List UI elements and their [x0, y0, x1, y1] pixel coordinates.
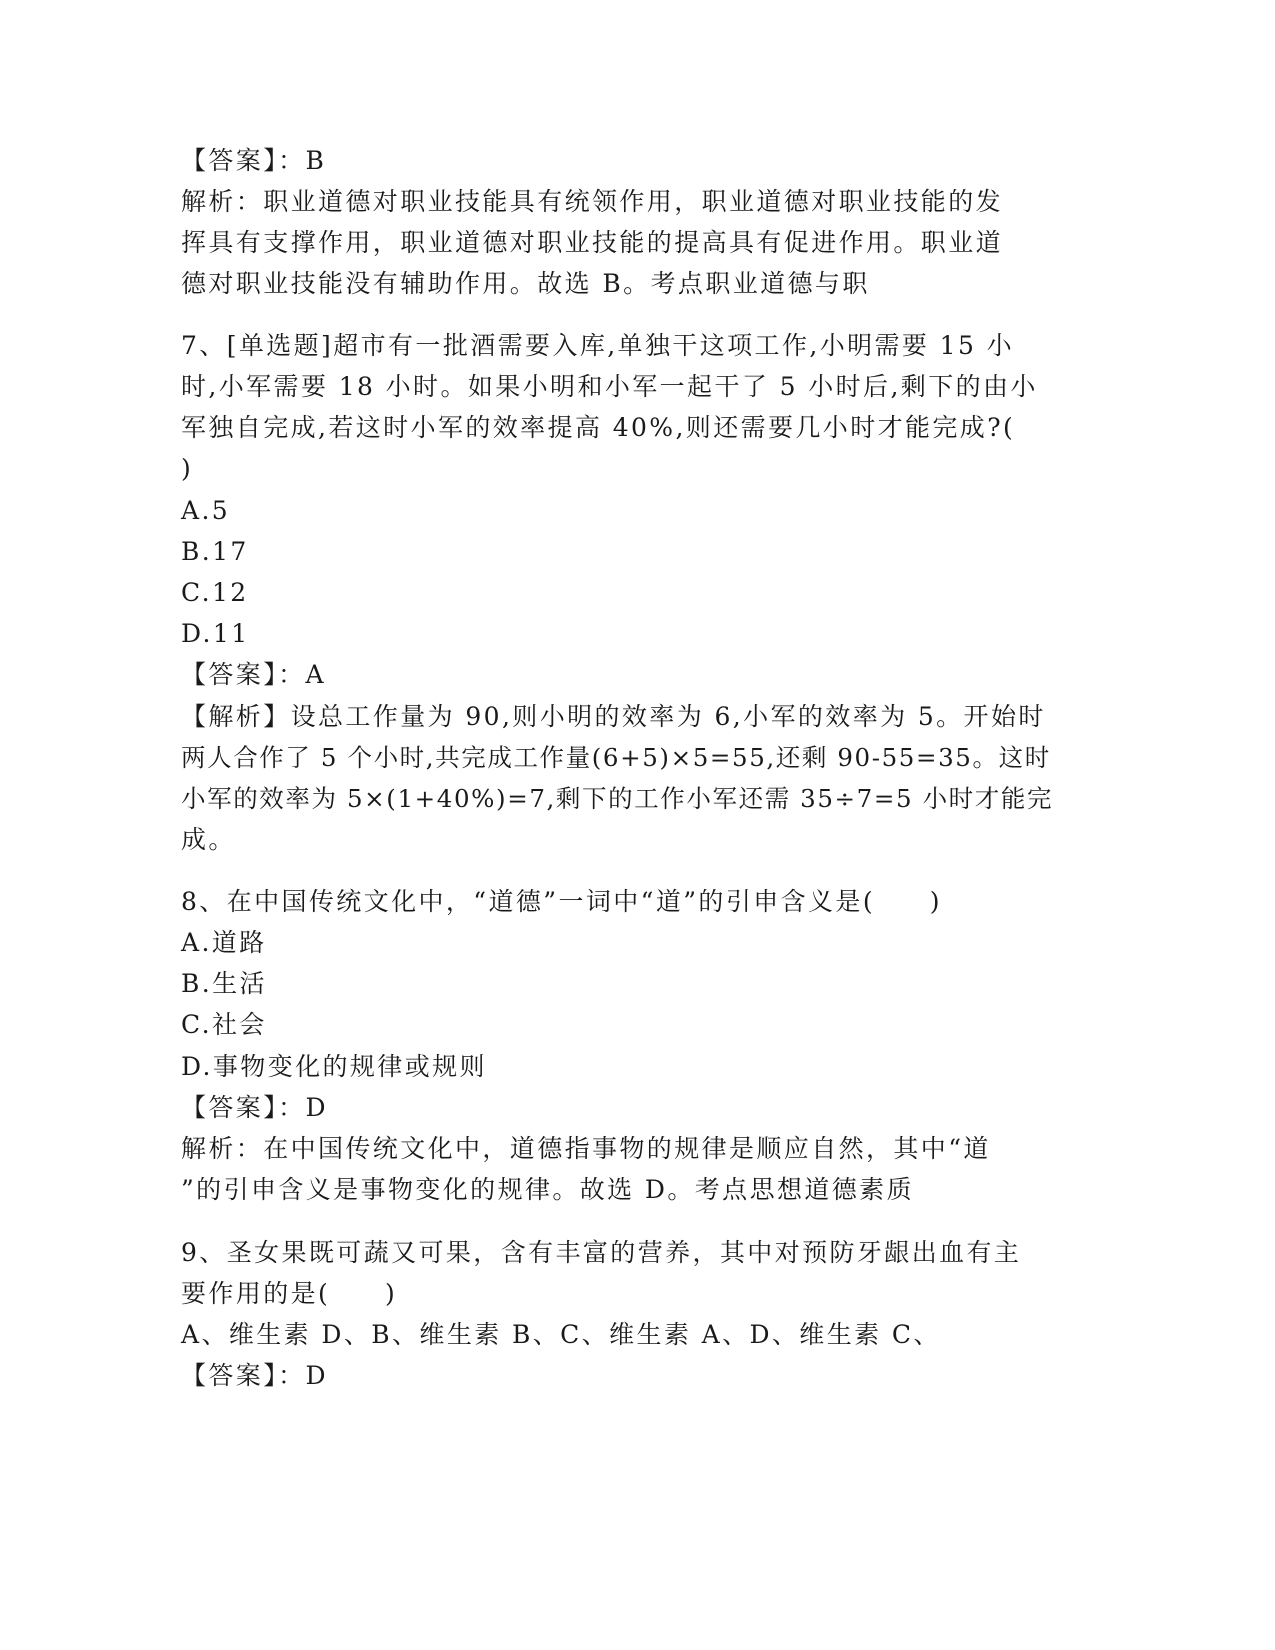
q8-stem: 8、在中国传统文化中，“道德”一词中“道”的引申含义是( ) — [181, 887, 942, 916]
q7-analysis-line-2: 两人合作了 5 个小时,共完成工作量(6+5)×5=55,还剩 90-55=35。这时 — [181, 743, 1051, 772]
q8-option-b: B.生活 — [181, 969, 267, 998]
q9-options: A、维生素 D、B、维生素 B、C、维生素 A、D、维生素 C、 — [181, 1320, 941, 1349]
q8-analysis-line-2: ”的引申含义是事物变化的规律。故选 D。考点思想道德素质 — [181, 1175, 914, 1204]
q7-option-a: A.5 — [181, 496, 231, 525]
q8-analysis-line-1: 解析：在中国传统文化中，道德指事物的规律是顺应自然，其中“道 — [181, 1134, 991, 1163]
q7-option-c: C.12 — [181, 578, 249, 607]
q8-answer: 【答案】：D — [181, 1093, 328, 1122]
q8-option-d: D.事物变化的规律或规则 — [181, 1052, 487, 1081]
q8-option-a: A.道路 — [181, 928, 267, 957]
q8-option-c: C.社会 — [181, 1010, 267, 1039]
q6-analysis-line-1: 解析：职业道德对职业技能具有统领作用，职业道德对职业技能的发 — [181, 187, 1004, 216]
q7-analysis-line-3: 小军的效率为 5×(1+40%)=7,剩下的工作小军还需 35÷7=5 小时才能完 — [181, 784, 1054, 813]
q7-stem-line-4: ) — [181, 454, 194, 483]
q9-stem-line-1: 9、圣女果既可蔬又可果，含有丰富的营养，其中对预防牙龈出血有主 — [181, 1238, 1022, 1267]
q9-stem-line-2: 要作用的是( ) — [181, 1279, 398, 1308]
q9-answer: 【答案】：D — [181, 1361, 328, 1390]
q7-analysis-line-1: 【解析】设总工作量为 90,则小明的效率为 6,小军的效率为 5。开始时 — [181, 702, 1046, 731]
q6-analysis-line-2: 挥具有支撑作用，职业道德对职业技能的提高具有促进作用。职业道 — [181, 228, 1004, 257]
q7-stem-line-1: 7、[单选题]超市有一批酒需要入库,单独干这项工作,小明需要 15 小 — [181, 331, 1015, 360]
q6-analysis-line-3: 德对职业技能没有辅助作用。故选 B。考点职业道德与职 — [181, 269, 870, 298]
q7-option-b: B.17 — [181, 537, 249, 566]
q7-option-d: D.11 — [181, 619, 250, 648]
q7-answer: 【答案】：A — [181, 660, 326, 689]
q7-stem-line-3: 军独自完成,若这时小军的效率提高 40%,则还需要几小时才能完成?( — [181, 413, 1016, 442]
document-page — [181, 0, 1081, 1650]
q7-stem-line-2: 时,小军需要 18 小时。如果小明和小军一起干了 5 小时后,剩下的由小 — [181, 372, 1038, 401]
q6-answer: 【答案】：B — [181, 146, 327, 175]
q7-analysis-line-4: 成。 — [181, 825, 236, 854]
